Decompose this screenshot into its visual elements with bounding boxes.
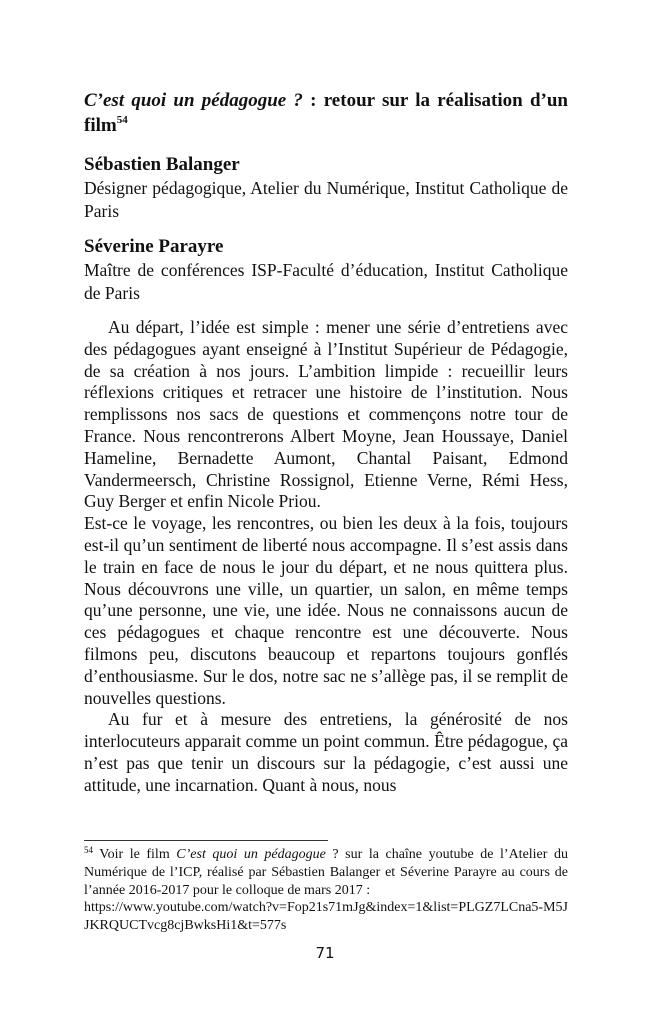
footnote — [84, 846, 568, 935]
article-body — [84, 317, 568, 797]
article-title-rest: : retour sur la réalisation d’un film — [84, 90, 568, 136]
article-title — [84, 88, 568, 138]
author-block — [84, 235, 568, 305]
footnote-film-title: C’est quoi un pédagogue — [176, 847, 326, 862]
author-affiliation: Désigner pédagogique, Atelier du Numérique, Institut Catholique de Paris — [84, 178, 568, 221]
author-name: Sébastien Balanger — [84, 154, 240, 175]
footnote-number: 54 — [84, 845, 93, 855]
body-paragraph: Est-ce le voyage, les rencontres, ou bien les deux à la fois, toujours est-il qu’un sentiment de liberté nous accompagne. Il s’est assis dans le train en face de nous le jour du départ, et ne nous quittera plus. Nous découvrons une ville, un quartier, un salon, en même temps qu’une personne, une vie, une idée. Nous ne connaissons aucun de ces pédagogues et chaque rencontre est une découverte. Nous filmons peu, discutons beaucoup et repartons toujours gonflés d’enthousiasme. Sur le dos, notre sac ne s’allège pas, il se remplit de nouvelles questions. — [84, 513, 568, 708]
body-paragraph: Au départ, l’idée est simple : mener une série d’entretiens avec des pédagogues ayant enseigné à l’Institut Supérieur de Pédagogie, de sa création à nos jours. L’ambition limpide : recueillir leurs réflexions critiques et retracer une histoire de l’institution. Nous remplissons nos sacs de questions et commençons notre tour de France. Nous rencontrerons Albert Moyne, Jean Houssaye, Daniel Hameline, Bernadette Aumont, Chantal Paisant, Edmond Vandermeersch, Christine Rossignol, Etienne Verne, Rémi Hess, Guy Berger et enfin Nicole Priou. — [84, 317, 568, 512]
article-title-film: C’est quoi un pédagogue ? — [84, 90, 303, 111]
author-affiliation: Maître de conférences ISP-Faculté d’éducation, Institut Catholique de Paris — [84, 260, 568, 303]
page-content — [84, 88, 568, 797]
footnote-reference: 54 — [116, 114, 128, 126]
author-block — [84, 153, 568, 223]
footnote-text: ? sur la chaîne youtube de l’Atelier du Numérique de l’ICP, réalisé par Sébastien Balanger et Séverine Parayre au cours de l’année 2016-2017 pour le colloque de mars 2017 : — [84, 847, 568, 898]
footnote-lead: Voir le film — [93, 847, 177, 862]
page-number: 71 — [315, 944, 335, 962]
footnote-divider — [84, 840, 328, 841]
footnote-video-link[interactable]: https://www.youtube.com/watch?v=Fop21s71mJg&index=1&list=PLGZ7LCna5-M5JJKRQUCTvcg8cjBwksHi1&t=577s — [84, 900, 568, 934]
body-paragraph: Au fur et à mesure des entretiens, la générosité de nos interlocuteurs apparait comme un point commun. Être pédagogue, ça n’est pas que tenir un discours sur la pédagogie, c’est aussi une attitude, une incarnation. Quant à nous, nous — [84, 709, 568, 795]
author-name: Séverine Parayre — [84, 236, 224, 257]
